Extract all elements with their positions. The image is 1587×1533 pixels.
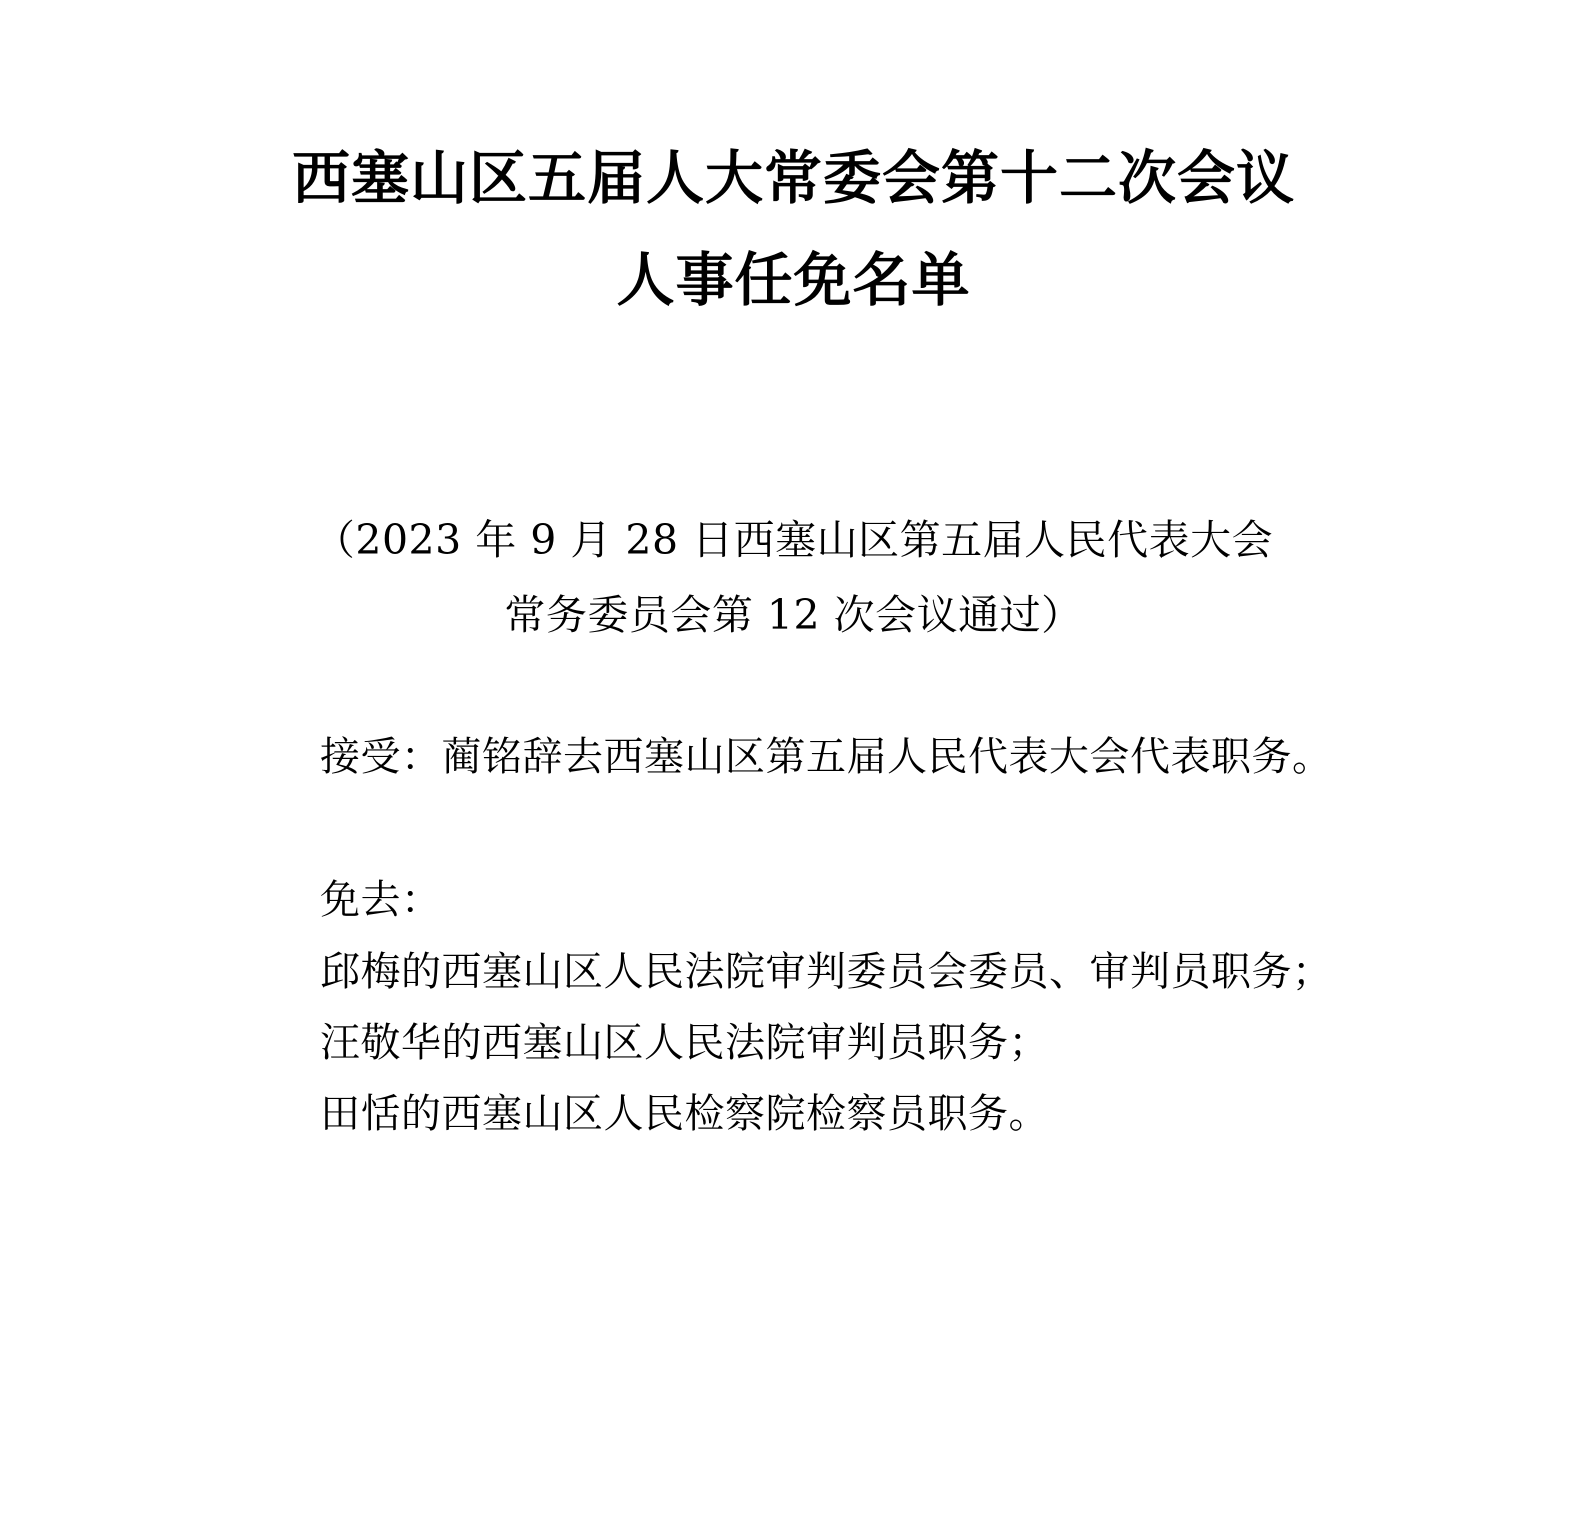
subtitle-line-2: 常务委员会第 12 次会议通过） (504, 590, 1083, 639)
document-subtitle (0, 503, 1587, 652)
document-title (0, 128, 1587, 331)
paragraph-dismissal-heading: 免去： (320, 877, 442, 924)
paragraph-dismissal-item-2: 汪敬华的西塞山区人民法院审判员职务； (320, 1019, 1049, 1066)
paragraph-dismissal-item-3: 田恬的西塞山区人民检察院检察员职务。 (320, 1090, 1049, 1137)
paragraph-acceptance: 接受：蔺铭辞去西塞山区第五届人民代表大会代表职务。 (320, 734, 1333, 781)
title-line-2: 人事任免名单 (616, 245, 971, 314)
subtitle-line-1: （2023 年 9 月 28 日西塞山区第五届人民代表大会 (313, 516, 1274, 564)
document-page (0, 128, 1587, 1533)
paragraph-dismissal-item-1: 邱梅的西塞山区人民法院审判委员会委员、审判员职务； (320, 948, 1333, 995)
title-line-1: 西塞山区五届人大常委会第十二次会议 (291, 144, 1295, 212)
document-body (0, 722, 1587, 1150)
